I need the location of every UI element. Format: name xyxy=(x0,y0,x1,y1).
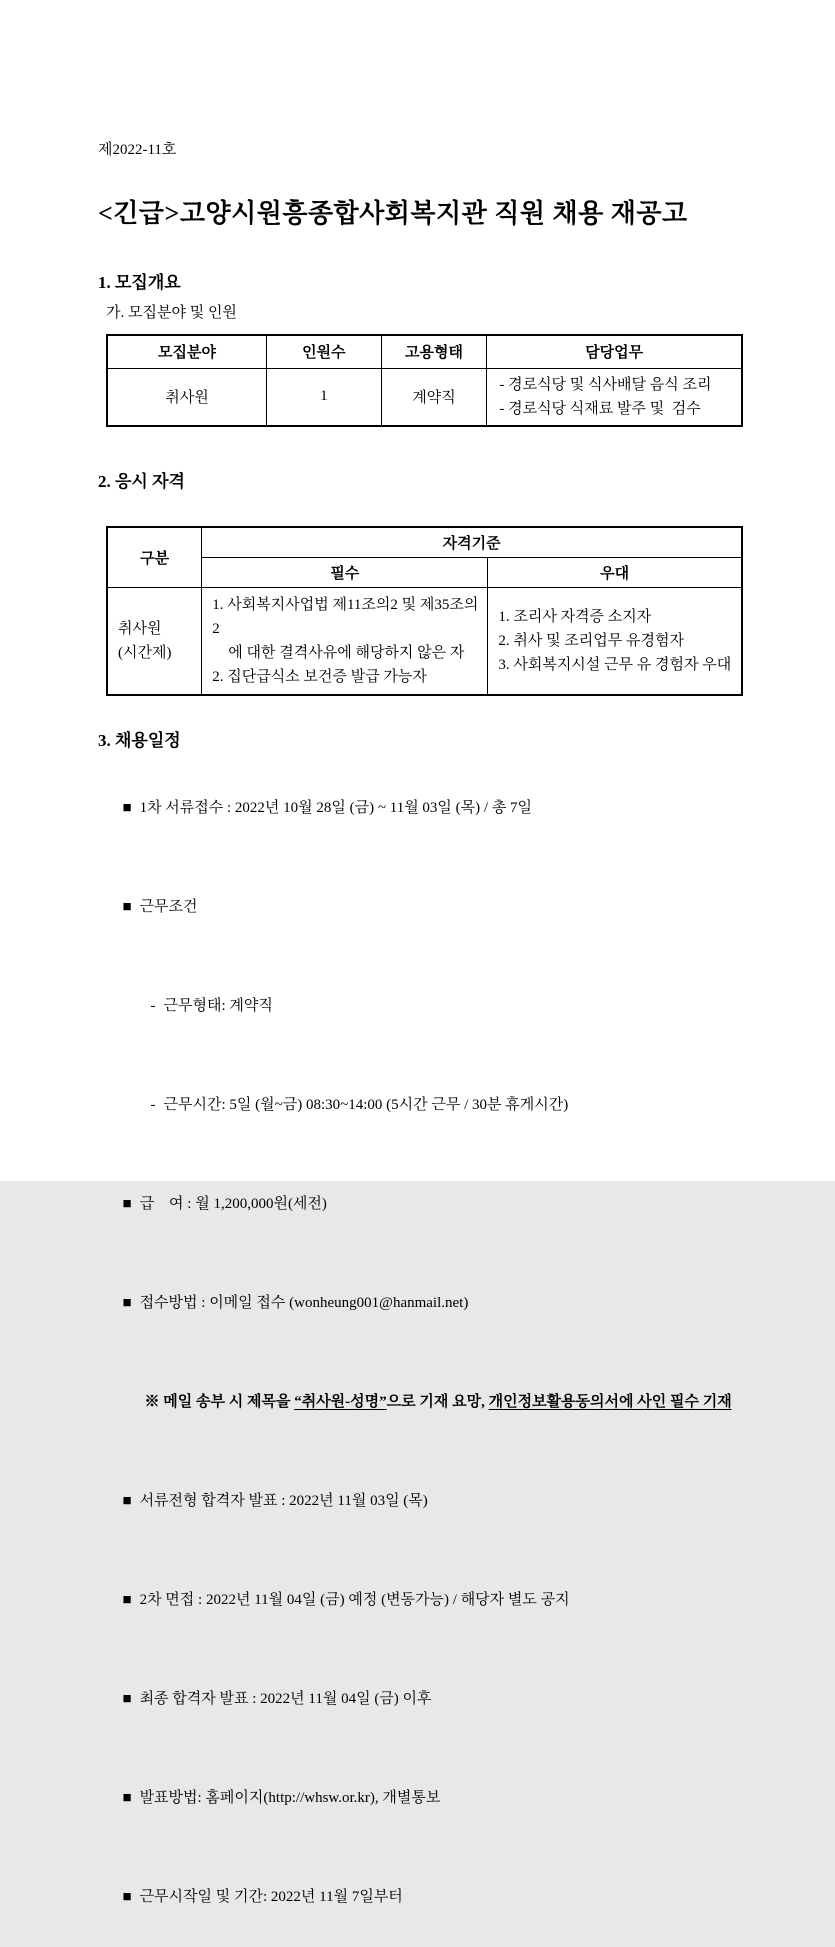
table-subheader-row xyxy=(107,557,742,587)
reference-mark-icon: ※ xyxy=(144,1394,160,1410)
schedule-subitem-work-type xyxy=(98,957,741,1056)
section1-heading: 1. 모집개요 xyxy=(98,273,181,292)
square-bullet-icon: ■ xyxy=(122,1592,132,1608)
preferred-line-2: 2. 취사 및 조리업무 유경험자 xyxy=(498,632,684,649)
note-text: 메일 송부 시 제목을 xyxy=(159,1394,295,1410)
schedule-item-text: 급 여 : 월 1,200,000원(세전) xyxy=(139,1196,327,1212)
cell-duties xyxy=(487,368,742,426)
cell-field: 취사원 xyxy=(107,368,266,426)
table-header-row xyxy=(107,335,742,368)
schedule-item-text: 근무시간: 5일 (월~금) 08:30~14:00 (5시간 근무 / 30분 휴게시간) xyxy=(163,1097,569,1113)
table-row xyxy=(107,368,742,426)
cell-required xyxy=(202,587,488,695)
header-preferred: 우대 xyxy=(488,557,742,587)
schedule-item-application xyxy=(98,759,741,858)
required-line-2: 2. 집단급식소 보건증 발급 가능자 xyxy=(212,668,427,685)
required-line-1b: 에 대한 결격사유에 해당하지 않은 자 xyxy=(228,644,465,661)
schedule-item-text: 근무조건 xyxy=(139,899,198,915)
schedule-item-text: 접수방법 : 이메일 접수 (wonheung001@hanmail.net) xyxy=(139,1295,469,1311)
schedule-note-email-title xyxy=(98,1353,741,1452)
qualification-table xyxy=(106,526,743,697)
square-bullet-icon: ■ xyxy=(122,800,132,816)
dash-bullet-icon: - xyxy=(150,1097,156,1113)
duty-line-2: - 경로식당 식재료 발주 및 검수 xyxy=(499,400,701,417)
square-bullet-icon: ■ xyxy=(122,1691,132,1707)
schedule-item-text: 근무형태: 계약직 xyxy=(163,998,273,1014)
dash-bullet-icon: - xyxy=(150,998,156,1014)
schedule-item-text: 근무시작일 및 기간: 2022년 11월 7일부터 xyxy=(139,1889,403,1905)
schedule-item-text: 발표방법: 홈페이지(http://whsw.or.kr), 개별통보 xyxy=(139,1790,441,1806)
header-required: 필수 xyxy=(202,557,488,587)
square-bullet-icon: ■ xyxy=(122,1295,132,1311)
preferred-line-1: 1. 조리사 자격증 소지자 xyxy=(498,608,652,625)
schedule-item-text: 1차 서류접수 : 2022년 10월 28일 (금) ~ 11월 03일 (목) / 총 7일 xyxy=(139,800,533,816)
note-text-underlined: “취사원-성명” xyxy=(294,1394,387,1410)
header-count: 인원수 xyxy=(266,335,381,368)
cell-preferred xyxy=(488,587,742,695)
schedule-subitem-work-hours xyxy=(98,1056,741,1155)
schedule-list xyxy=(98,759,741,1947)
square-bullet-icon: ■ xyxy=(122,899,132,915)
table-header-row xyxy=(107,527,742,558)
note-text-underlined: 개인정보활용동의서에 사인 필수 기재 xyxy=(488,1394,732,1410)
square-bullet-icon: ■ xyxy=(122,1196,132,1212)
section2-heading: 2. 응시 자격 xyxy=(98,471,185,491)
header-criteria: 자격기준 xyxy=(202,527,742,558)
gubun-line-2: (시간제) xyxy=(118,644,172,661)
table-row xyxy=(107,587,742,695)
schedule-item-final-result xyxy=(98,1650,741,1749)
note-text: 으로 기재 요망, xyxy=(386,1394,489,1410)
schedule-item-salary xyxy=(98,1155,741,1254)
schedule-item-text: 최종 합격자 발표 : 2022년 11월 04일 (금) 이후 xyxy=(139,1691,432,1707)
square-bullet-icon: ■ xyxy=(122,1889,132,1905)
schedule-item-work-conditions xyxy=(98,858,741,957)
schedule-item-apply-method xyxy=(98,1254,741,1353)
schedule-item-interview xyxy=(98,1551,741,1650)
document-number: 제2022-11호 xyxy=(98,142,177,158)
duty-line-1: - 경로식당 및 식사배달 음식 조리 xyxy=(499,376,712,393)
cell-employment-type: 계약직 xyxy=(381,368,487,426)
header-duties: 담당업무 xyxy=(487,335,742,368)
cell-count: 1 xyxy=(266,368,381,426)
schedule-item-announcement-method xyxy=(98,1749,741,1848)
header-field: 모집분야 xyxy=(107,335,266,368)
schedule-item-document-result xyxy=(98,1452,741,1551)
schedule-item-text: 서류전형 합격자 발표 : 2022년 11월 03일 (목) xyxy=(139,1493,428,1509)
square-bullet-icon: ■ xyxy=(122,1790,132,1806)
schedule-item-text: 2차 면접 : 2022년 11월 04일 (금) 예정 (변동가능) / 해당자 별도 공지 xyxy=(139,1592,570,1608)
schedule-item-start-date xyxy=(98,1848,741,1947)
section3-heading: 3. 채용일정 xyxy=(98,731,181,750)
header-gubun: 구분 xyxy=(107,527,202,588)
header-employment-type: 고용형태 xyxy=(381,335,487,368)
cell-gubun xyxy=(107,587,202,695)
preferred-line-3: 3. 사회복지시설 근무 유 경험자 우대 xyxy=(498,656,732,673)
recruitment-table xyxy=(106,334,743,427)
section1-subheading: 가. 모집분야 및 인원 xyxy=(106,305,237,321)
gubun-line-1: 취사원 xyxy=(118,620,162,637)
page-title: <긴급>고양시원흥종합사회복지관 직원 채용 재공고 xyxy=(98,199,688,228)
required-line-1: 1. 사회복지사업법 제11조의2 및 제35조의 2 xyxy=(212,596,483,637)
square-bullet-icon: ■ xyxy=(122,1493,132,1509)
